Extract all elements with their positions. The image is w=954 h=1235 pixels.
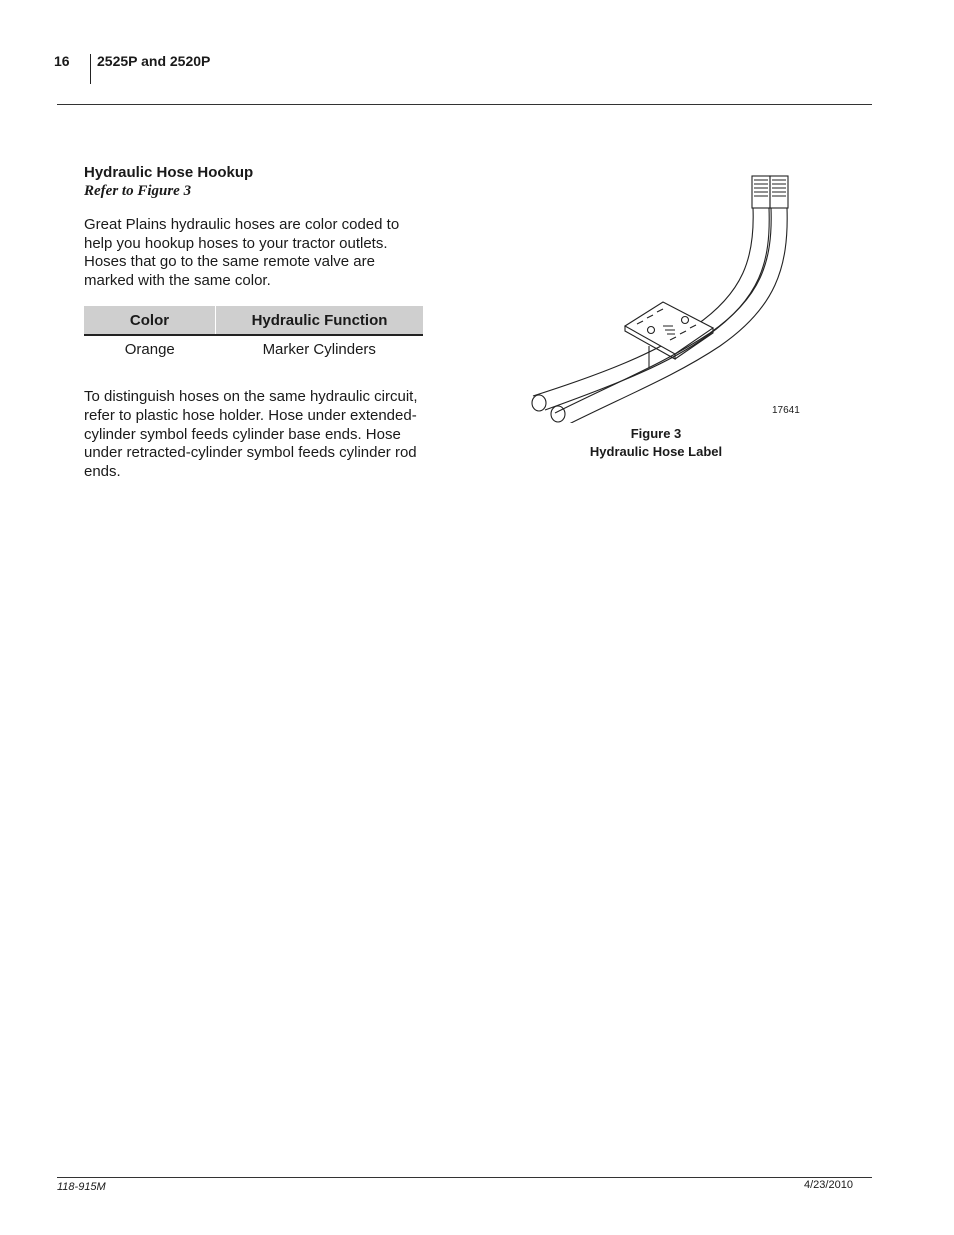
- figure-code: 17641: [772, 405, 800, 416]
- figure-caption: [556, 425, 756, 460]
- hose-color-table: [84, 306, 423, 358]
- table-header-color: Color: [84, 306, 216, 335]
- body-paragraph: To distinguish hoses on the same hydraulic circuit, refer to plastic hose holder. Hose under extended-cylinder symbol feeds cylinder base ends. Hose under retracted-cylinder symbol feeds cylinder rod ends.: [84, 388, 418, 480]
- figure-number: Figure 3: [630, 426, 682, 441]
- intro-paragraph: Great Plains hydraulic hoses are color coded to help you hookup hoses to your tractor outlets. Hoses that go to the same remote valve are marked with the same color.: [84, 216, 400, 289]
- section-heading: Hydraulic Hose Hookup: [84, 164, 254, 181]
- page-number: 16: [54, 53, 70, 69]
- footer-rule: [57, 1177, 872, 1178]
- figure-reference: Refer to Figure 3: [84, 183, 192, 199]
- hydraulic-hose-figure: [525, 168, 810, 423]
- footer-doc-number: 118-915M: [57, 1181, 106, 1193]
- table-cell-color: Orange: [124, 341, 175, 359]
- doc-title: 2525P and 2520P: [97, 53, 211, 69]
- table-header-row: [84, 306, 423, 335]
- header-divider: [90, 54, 91, 84]
- figure-title: Hydraulic Hose Label: [589, 443, 723, 459]
- table-header-function: Hydraulic Function: [216, 306, 424, 335]
- header-rule: [57, 104, 872, 105]
- hydraulic-hose-hookup-section: [84, 164, 424, 481]
- footer-date: 4/23/2010: [804, 1179, 853, 1191]
- hydraulic-hose-illustration-icon: [525, 168, 810, 423]
- table-cell-function: Marker Cylinders: [262, 341, 376, 359]
- table-row: [84, 335, 423, 358]
